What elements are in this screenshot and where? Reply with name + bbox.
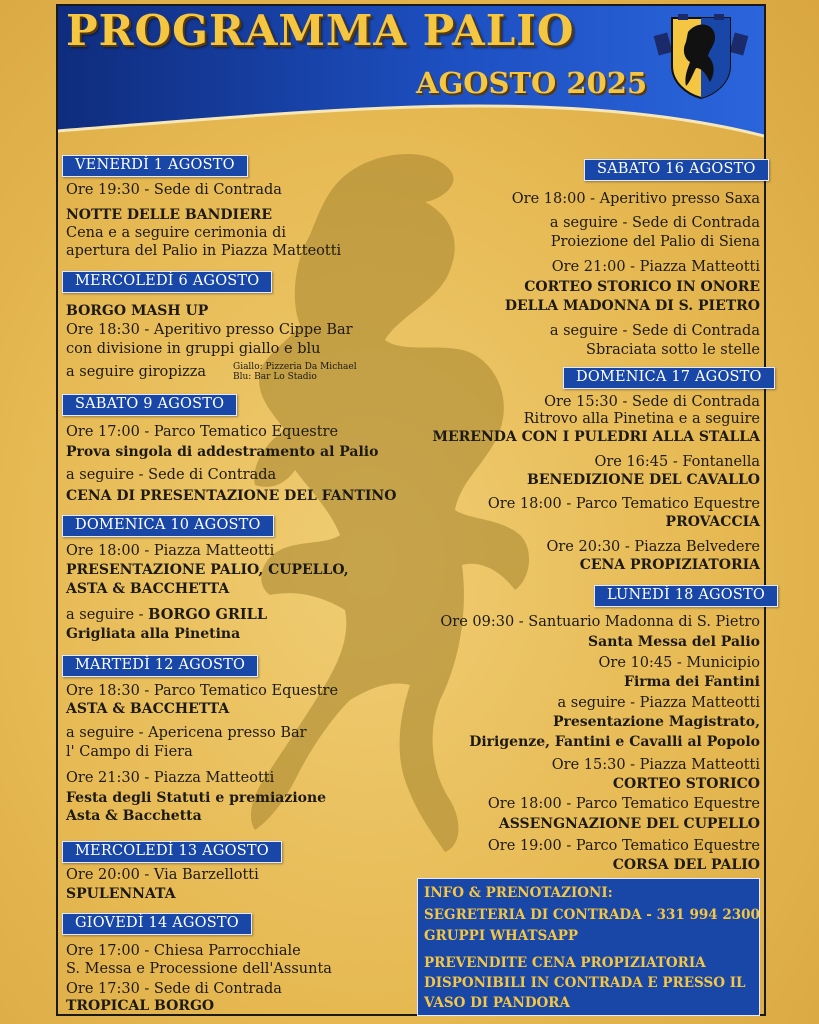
event-title: BORGO MASH UP: [66, 303, 209, 319]
event-line: Proiezione del Palio di Siena: [550, 234, 760, 250]
event-line: Ore 16:45 - Fontanella: [594, 454, 760, 470]
event-line: Ore 18:00 - Parco Tematico Equestre: [487, 796, 760, 812]
event-line: Ore 20:00 - Via Barzellotti: [66, 867, 259, 883]
event-title: Santa Messa del Palio: [588, 634, 760, 650]
date-header-sab16: SABATO 16 AGOSTO: [584, 159, 769, 181]
date-header-mer6: MERCOLEDÌ 6 AGOSTO: [62, 271, 272, 293]
event-line: Ore 20:30 - Piazza Belvedere: [546, 539, 760, 555]
info-whatsapp: GRUPPI WHATSAPP: [424, 928, 579, 944]
event-line: S. Messa e Processione dell'Assunta: [66, 961, 332, 977]
poster-title: PROGRAMMA PALIO: [66, 6, 575, 55]
event-line: Ore 17:00 - Chiesa Parrocchiale: [66, 943, 301, 959]
event-title: DELLA MADONNA DI S. PIETRO: [504, 298, 760, 314]
event-title: Festa degli Statuti e premiazione: [66, 790, 327, 806]
event-line: Ore 18:30 - Parco Tematico Equestre: [66, 683, 339, 699]
event-line: a seguire - Piazza Matteotti: [557, 695, 760, 711]
info-presale: VASO DI PANDORA: [424, 995, 570, 1011]
event-line: a seguire giropizza: [66, 364, 207, 380]
event-line: Ore 17:30 - Sede di Contrada: [66, 981, 282, 997]
event-title: CORTEO STORICO IN ONORE: [524, 279, 760, 295]
event-line: Ore 21:30 - Piazza Matteotti: [66, 770, 275, 786]
event-title: TROPICAL BORGO: [66, 998, 215, 1014]
event-title: ASTA & BACCHETTA: [66, 701, 230, 717]
event-title: ASSENGNAZIONE DEL CUPELLO: [498, 816, 760, 832]
event-title: Grigliata alla Pinetina: [66, 626, 241, 642]
event-note: Giallo: Pizzeria Da Michael: [233, 362, 357, 372]
info-presale: PREVENDITE CENA PROPIZIATORIA: [424, 955, 706, 971]
event-line: Ore 18:00 - Aperitivo presso Saxa: [511, 191, 760, 207]
date-header-sab9: SABATO 9 AGOSTO: [62, 394, 237, 416]
info-phone: SEGRETERIA DI CONTRADA - 331 994 2300: [424, 907, 760, 923]
event-line: a seguire - Sede di Contrada: [66, 467, 277, 483]
event-title: CENA DI PRESENTAZIONE DEL FANTINO: [66, 488, 397, 504]
event-title: Asta & Bacchetta: [66, 808, 202, 824]
event-title: BORGO GRILL: [148, 606, 268, 623]
date-header-lun18: LUNEDÌ 18 AGOSTO: [594, 585, 778, 607]
event-line: Cena e a seguire cerimonia di: [66, 225, 287, 241]
event-line: apertura del Palio in Piazza Matteotti: [66, 243, 342, 259]
event-line: Sbraciata sotto le stelle: [586, 342, 760, 358]
date-header-dom17: DOMENICA 17 AGOSTO: [563, 367, 775, 389]
date-header-mer13: MERCOLEDÌ 13 AGOSTO: [62, 841, 282, 863]
date-header-ven1: VENERDÌ 1 AGOSTO: [62, 155, 248, 177]
poster-subtitle: AGOSTO 2025: [416, 66, 648, 100]
event-title: ASTA & BACCHETTA: [66, 581, 230, 597]
date-header-dom10: DOMENICA 10 AGOSTO: [62, 515, 274, 537]
event-line: Ore 15:30 - Sede di Contrada: [544, 394, 760, 410]
event-title: SPULENNATA: [66, 886, 176, 902]
event-line: a seguire - Apericena presso Bar: [66, 725, 307, 741]
event-title: CENA PROPIZIATORIA: [579, 557, 760, 573]
event-line: Ritrovo alla Pinetina e a seguire: [523, 411, 760, 427]
event-line: a seguire - Sede di Contrada: [549, 215, 760, 231]
info-box: [417, 878, 760, 1016]
event-line: l' Campo di Fiera: [66, 744, 193, 760]
event-line: con divisione in gruppi giallo e blu: [66, 341, 321, 357]
event-line: Ore 18:30 - Aperitivo presso Cippe Bar: [66, 322, 353, 338]
event-title: PROVACCIA: [665, 514, 760, 530]
date-header-mar12: MARTEDÌ 12 AGOSTO: [62, 655, 258, 677]
info-heading: INFO & PRENOTAZIONI:: [424, 885, 613, 901]
event-title: BENEDIZIONE DEL CAVALLO: [526, 472, 760, 488]
event-title: Presentazione Magistrato,: [552, 714, 760, 730]
event-line: Ore 15:30 - Piazza Matteotti: [551, 757, 760, 773]
event-note: Blu: Bar Lo Stadio: [233, 372, 317, 382]
event-line: [66, 606, 267, 624]
event-line: a seguire - Sede di Contrada: [549, 323, 760, 339]
event-title: MERENDA CON I PULEDRI ALLA STALLA: [432, 429, 760, 445]
event-line: Ore 19:30 - Sede di Contrada: [66, 182, 282, 198]
event-title: Prova singola di addestramento al Palio: [66, 444, 379, 460]
event-title: CORTEO STORICO: [612, 776, 760, 792]
info-presale: DISPONIBILI IN CONTRADA E PRESSO IL: [424, 975, 746, 991]
event-title: CORSA DEL PALIO: [612, 857, 760, 873]
event-line: Ore 18:00 - Parco Tematico Equestre: [487, 496, 760, 512]
event-title: NOTTE DELLE BANDIERE: [66, 207, 273, 223]
event-line: Ore 18:00 - Piazza Matteotti: [66, 543, 275, 559]
event-title: Firma dei Fantini: [624, 674, 760, 690]
event-line: Ore 17:00 - Parco Tematico Equestre: [66, 424, 339, 440]
contrada-horse-shield-icon: [652, 12, 750, 100]
event-line-prefix: a seguire -: [66, 607, 149, 623]
event-title: Dirigenze, Fantini e Cavalli al Popolo: [469, 734, 760, 750]
event-line: Ore 10:45 - Municipio: [598, 655, 760, 671]
event-line: Ore 21:00 - Piazza Matteotti: [551, 259, 760, 275]
event-line: Ore 09:30 - Santuario Madonna di S. Pietro: [440, 614, 760, 630]
event-title: PRESENTAZIONE PALIO, CUPELLO,: [66, 562, 349, 578]
event-line: Ore 19:00 - Parco Tematico Equestre: [487, 838, 760, 854]
date-header-gio14: GIOVEDÌ 14 AGOSTO: [62, 913, 252, 935]
